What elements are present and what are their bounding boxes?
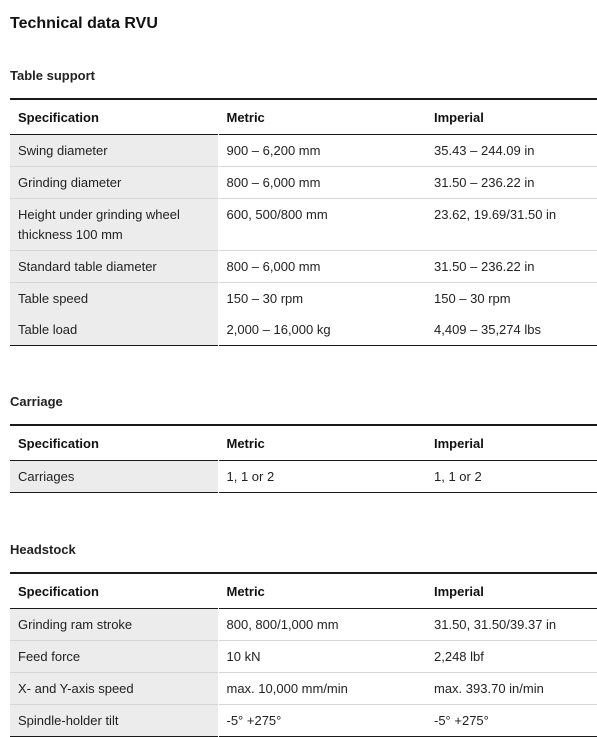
spec-cell: Height under grinding wheel thickness 100 mm	[10, 199, 218, 251]
spec-cell: Swing diameter	[10, 135, 218, 167]
spec-cell: Grinding ram stroke	[10, 609, 218, 641]
table-header-row	[10, 425, 597, 461]
imperial-cell: -5° +275°	[426, 705, 597, 737]
imperial-cell: 23.62, 19.69/31.50 in	[426, 199, 597, 251]
spec-cell: Carriages	[10, 461, 218, 493]
imperial-cell: 150 – 30 rpm	[426, 283, 597, 315]
metric-cell: 900 – 6,200 mm	[218, 135, 426, 167]
spec-cell: Standard table diameter	[10, 251, 218, 283]
imperial-cell: 31.50, 31.50/39.37 in	[426, 609, 597, 641]
table-row	[10, 609, 597, 641]
page-title: Technical data RVU	[10, 15, 158, 32]
carriage-table	[10, 424, 597, 493]
section-title-headstock: Headstock	[10, 542, 76, 557]
table-row	[10, 461, 597, 493]
table-header-row	[10, 99, 597, 135]
metric-cell: 150 – 30 rpm	[218, 283, 426, 315]
table-row	[10, 641, 597, 673]
imperial-cell: 1, 1 or 2	[426, 461, 597, 493]
table-header-row	[10, 573, 597, 609]
headstock-table	[10, 572, 597, 737]
imperial-cell: 4,409 – 35,274 lbs	[426, 314, 597, 346]
spec-cell: Feed force	[10, 641, 218, 673]
spec-cell: Grinding diameter	[10, 167, 218, 199]
imperial-cell: max. 393.70 in/min	[426, 673, 597, 705]
metric-cell: 800 – 6,000 mm	[218, 167, 426, 199]
imperial-cell: 2,248 lbf	[426, 641, 597, 673]
metric-cell: 10 kN	[218, 641, 426, 673]
header-imperial: Imperial	[426, 425, 597, 461]
metric-cell: 1, 1 or 2	[218, 461, 426, 493]
table-row	[10, 705, 597, 737]
table-row	[10, 251, 597, 283]
table-row	[10, 135, 597, 167]
table-row	[10, 167, 597, 199]
header-metric: Metric	[218, 425, 426, 461]
metric-cell: 800, 800/1,000 mm	[218, 609, 426, 641]
header-specification: Specification	[10, 99, 218, 135]
table-row	[10, 314, 597, 346]
header-metric: Metric	[218, 99, 426, 135]
header-specification: Specification	[10, 425, 218, 461]
imperial-cell: 35.43 – 244.09 in	[426, 135, 597, 167]
metric-cell: 800 – 6,000 mm	[218, 251, 426, 283]
spec-cell: Table load	[10, 314, 218, 346]
table-support-table	[10, 98, 597, 346]
imperial-cell: 31.50 – 236.22 in	[426, 251, 597, 283]
metric-cell: 2,000 – 16,000 kg	[218, 314, 426, 346]
spec-cell: Spindle-holder tilt	[10, 705, 218, 737]
header-imperial: Imperial	[426, 99, 597, 135]
table-row	[10, 199, 597, 251]
imperial-cell: 31.50 – 236.22 in	[426, 167, 597, 199]
metric-cell: 600, 500/800 mm	[218, 199, 426, 251]
spec-cell: X- and Y-axis speed	[10, 673, 218, 705]
metric-cell: max. 10,000 mm/min	[218, 673, 426, 705]
header-metric: Metric	[218, 573, 426, 609]
header-imperial: Imperial	[426, 573, 597, 609]
section-title-carriage: Carriage	[10, 394, 63, 409]
metric-cell: -5° +275°	[218, 705, 426, 737]
header-specification: Specification	[10, 573, 218, 609]
table-row	[10, 283, 597, 315]
section-title-table-support: Table support	[10, 68, 95, 83]
spec-cell: Table speed	[10, 283, 218, 315]
table-row	[10, 673, 597, 705]
